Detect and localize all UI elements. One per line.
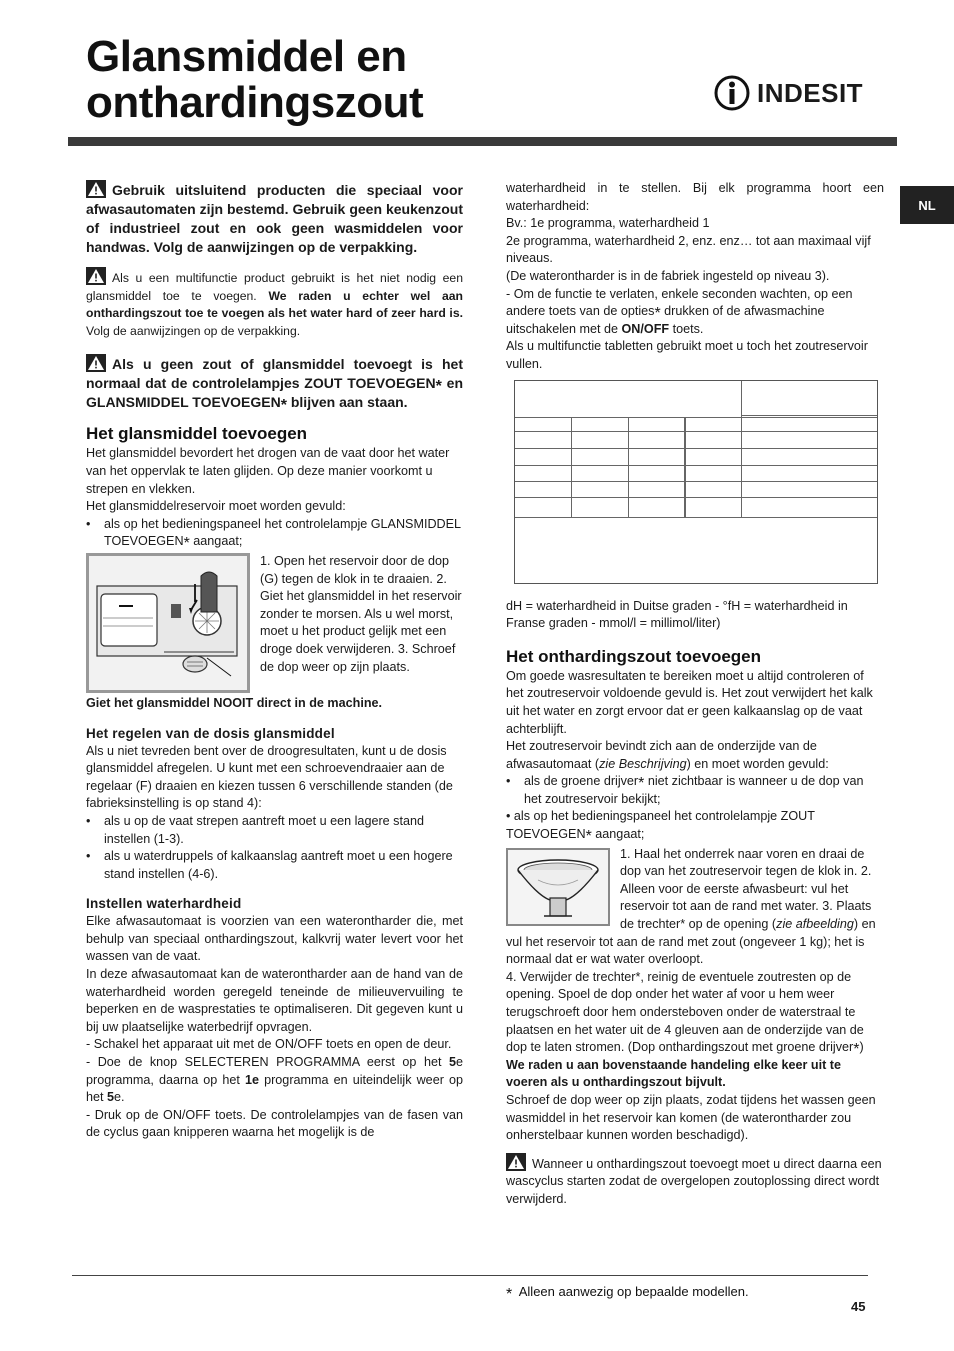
section-rinse-aid-title: Het glansmiddel toevoegen [86, 424, 308, 444]
water-hardness-p2: In deze afwasautomaat kan de waterontharder aan de hand van de waterhardheid worden geregeld teneinde de milieuvervuiling te beperken en de wasprestaties te optimaliseren. Dit gegeven kunt u bij uw plaatselijke waterbedrijf opvragen. [86, 967, 463, 1034]
water-hardness-p4-a: - Doe de knop SELECTEREN PROGRAMMA eerst op het [86, 1055, 442, 1070]
hardness-legend: dH = waterhardheid in Duitse graden - °fH = waterhardheid in Franse graden - mmol/l = millimol/liter) [506, 598, 848, 631]
table-line [515, 517, 877, 518]
asterisk-mark: * [506, 1286, 513, 1303]
table-line [515, 417, 877, 418]
on-off-label: ON/OFF [621, 321, 670, 336]
water-hardness-p1: Elke afwasautomaat is voorzien van een waterontharder die, met behulp van speciaal onthardingszout, kalkvrij water levert voor het wassen van de vaat. [86, 914, 463, 964]
asterisk-mark: * [280, 397, 287, 415]
table-line [515, 497, 877, 498]
asterisk-mark: * [435, 378, 442, 396]
table-line [515, 465, 877, 466]
salt-steps-italic: zie afbeelding [776, 917, 854, 932]
indesit-i-icon [713, 74, 751, 112]
warning-multifunction [86, 267, 463, 340]
footer-rule [72, 1275, 868, 1276]
salt-figure-block [506, 846, 884, 969]
warning-icon [86, 180, 106, 198]
rinse-aid-figure-block [86, 553, 463, 693]
table-line [515, 448, 877, 449]
hardness-p5-c: toets. [672, 321, 704, 336]
salt-p3-a: • als op het bedieningspaneel het controlelampje ZOUT TOEVOEGEN [506, 809, 815, 842]
salt-steps-a: 1. Haal het onderrek naar voren en draai de dop van het zoutreservoir tegen de klok in. 2. Alleen voor de eerste afwasbeurt: vul het reservoir tot aan de rand met water. 3. Plaats de trechter* op de opening ( [620, 846, 872, 932]
water-hardness-table [514, 380, 878, 584]
dosage-bullet-2: als u waterdruppels of kalkaanslag aantreft moet u een hogere stand instellen (4-6). [104, 849, 453, 881]
warning-multifunction-c: Volg de aanwijzingen op de verpakking. [86, 323, 301, 338]
asterisk-mark: * [853, 1041, 860, 1059]
rinse-aid-intro: Het glansmiddel bevordert het drogen van de vaat door het water van het oppervlak te laten glijden. Op deze manier voorkomt u strepen en vlekken. [86, 446, 450, 496]
table-line [515, 481, 877, 482]
title-line-1: Glansmiddel en [86, 32, 407, 81]
warning-icon [86, 354, 106, 372]
salt-p2 [506, 738, 884, 773]
brand-logo [713, 74, 863, 112]
warning-products-text: Gebruik uitsluitend producten die speciaal voor afwasautomaten zijn bestemd. Gebruik geen keukenzout of industrieel zout en ook geen wasmiddelen voor handwas. Volg de aanwijzingen op de verpakking. [86, 182, 463, 255]
hardness-p4: (De waterontharder is in de fabriek ingesteld op niveau 3). [506, 268, 830, 283]
water-hardness-title: Instellen waterhardheid [86, 896, 242, 912]
asterisk-mark: * [638, 775, 645, 793]
list-item: • als op het bedieningspaneel het controlelampje GLANSMIDDEL TOEVOEGEN* aangaat; [86, 516, 461, 553]
program-number: 5 [448, 1055, 456, 1070]
water-hardness-p4 [86, 1054, 463, 1107]
salt-steps-b: ) en vul het reservoir tot aan de rand met zout (ongeveer 1 kg); het is normaal dat er wat water overloopt. [506, 917, 876, 967]
program-number: 5 [107, 1090, 115, 1105]
rinse-aid-fill: Het glansmiddelreservoir moet worden gevuld: [86, 499, 346, 514]
water-hardness-p4-d: e. [114, 1090, 125, 1105]
hardness-p1: waterhardheid in te stellen. Bij elk programma hoort een waterhardheid: [506, 181, 884, 213]
list-item: • als u op de vaat strepen aantreft moet u een lagere stand instellen (1-3). [86, 813, 463, 848]
salt-bullet-b: niet zichtbaar is wanneer u de dop van het zoutreservoir bekijkt; [524, 774, 864, 806]
rinse-aid-bullet-b: aangaat; [193, 534, 243, 549]
salt-step4-a: 4. Verwijder de trechter*, reinig de eventuele zoutresten op de opening. Spoel de dop onder het water af voor u hem weer terugschroeft door hem ondersteboven onder de waterstraal te plaatsen en het water uit de 4 gleuven aan de onderzijde van de dop te laten stromen. (Dop onthardingszout met groene drijver [506, 969, 864, 1055]
page-title [86, 34, 423, 126]
salt-advice: We raden u aan bovenstaande handeling elke keer uit te voeren als u onthardingszout bijvult. [506, 1057, 842, 1090]
warning-lamps-b: en GLANSMIDDEL TOEVOEGEN [86, 375, 464, 411]
warning-lamps [86, 354, 464, 415]
table-line [628, 417, 629, 517]
asterisk-mark: * [585, 828, 592, 846]
warning-multifunction-b: We raden u echter wel aan onthardingszout toe te voegen als het water hard of zeer hard is. [86, 288, 463, 321]
asterisk-mark: * [183, 535, 190, 553]
table-line [515, 431, 877, 432]
hardness-p5 [506, 286, 884, 339]
water-hardness-p5: - Druk op de ON/OFF toets. De controlelampjes van de fasen van de cyclus gaan knipperen waarna het mogelijk is de [86, 1107, 463, 1140]
warning-icon [86, 267, 106, 285]
dosage-title: Het regelen van de dosis glansmiddel [86, 725, 335, 741]
salt-warning [506, 1153, 884, 1209]
salt-p3-b: aangaat; [595, 827, 645, 842]
asterisk-mark: * [654, 305, 661, 323]
footnote [506, 1284, 749, 1303]
page-number: 45 [851, 1299, 866, 1314]
rinse-aid-bullet-a: als op het bedieningspaneel het controlelampje GLANSMIDDEL TOEVOEGEN [104, 516, 461, 549]
right-column [506, 180, 884, 1209]
rinse-aid-dispenser-illustration [86, 553, 250, 693]
salt-step4 [506, 969, 884, 1057]
language-tab: NL [900, 186, 954, 224]
table-line [571, 417, 572, 517]
salt-p2-italic: zie Beschrijving [599, 756, 687, 771]
salt-warning-text: Wanneer u onthardingszout toevoegt moet u direct daarna een wascyclus starten zodat de overgelopen zoutoplossing direct wordt verwijderd. [506, 1156, 882, 1206]
hardness-p3: 2e programma, waterhardheid 2, enz. enz… tot aan maximaal vijf niveaus. [506, 233, 871, 266]
rinse-aid-never-warning: Giet het glansmiddel NOOIT direct in de machine. [86, 695, 383, 710]
footnote-text: Alleen aanwezig op bepaalde modellen. [518, 1284, 749, 1299]
list-item: • als de groene drijver* niet zichtbaar is wanneer u de dop van het zoutreservoir bekijkt; [506, 774, 864, 806]
salt-bullet-a: als de groene drijver [524, 774, 639, 789]
table-line [741, 415, 877, 416]
warning-lamps-c: blijven aan staan. [290, 394, 408, 411]
warning-multifunction-a: Als u een multifunctie product gebruikt is het niet nodig een glansmiddel toe te voegen. [86, 271, 463, 303]
salt-step4-b: ) [859, 1040, 864, 1055]
table-line [684, 417, 686, 517]
hardness-p2: Bv.: 1e programma, waterhardheid 1 [506, 216, 710, 231]
water-hardness-p3: - Schakel het apparaat uit met de ON/OFF toets en open de deur. [86, 1037, 452, 1052]
water-hardness-p4-b: e programma, daarna op het [86, 1055, 463, 1087]
salt-p3 [506, 808, 884, 846]
header-rule [68, 137, 897, 146]
rinse-aid-steps: 1. Open het reservoir door de dop (G) tegen de klok in te draaien. 2. Giet het glansmiddel in het reservoir zonder te morsen. Als u wel morst, moet u het product gelijk met een droge doek verwijderen. 3. Schroef de dop weer op zijn plaats. [260, 553, 462, 674]
hardness-p6: Als u multifunctie tabletten gebruikt moet u toch het zoutreservoir vullen. [506, 339, 868, 371]
title-line-2: onthardingszout [86, 78, 424, 127]
salt-p2-b: ) en moet worden gevuld: [686, 756, 829, 771]
section-salt-title: Het onthardingszout toevoegen [506, 646, 761, 666]
dosage-text: Als u niet tevreden bent over de droogresultaten, kunt u de dosis glansmiddel afregelen. U kunt met een schroevendraaier aan de regelaar (F) draaien en kiezen tussen 6 verschillende standen (de fabrieksinstelling is op stand 4): [86, 743, 453, 811]
hardness-p5-b: drukken of de afwasmachine uitschakelen met de [506, 304, 825, 336]
warning-lamps-a: Als u geen zout of glansmiddel toevoegt is het normaal dat de controlelampjes ZOUT TOEVOEGEN [86, 356, 463, 392]
salt-p1: Om goede wasresultaten te bereiken moet u altijd controleren of het zoutreservoir voldoende gevuld is. Het zout verwijdert het kalk uit het water en zorgt ervoor dat er geen kalkaanslag op de vaat achterblijft. [506, 668, 873, 736]
brand-name: INDESIT [757, 77, 864, 108]
salt-funnel-illustration [506, 848, 610, 926]
list-item: • als u waterdruppels of kalkaanslag aantreft moet u een hogere stand instellen (4-6). [86, 848, 463, 883]
warning-products [86, 180, 463, 257]
water-hardness-p4-c: programma en uiteindelijk weer op het [86, 1072, 463, 1105]
program-number: 1e [245, 1072, 260, 1087]
salt-p4: Schroef de dop weer op zijn plaats, zodat tijdens het wassen geen wasmiddel in het reservoir kan komen (de waterontharder zou onherstelbaar kunnen worden beschadigd). [506, 1092, 876, 1143]
hardness-p5-a: - Om de functie te verlaten, enkele seconden wachten, op een andere toets van de opties [506, 286, 853, 319]
warning-icon [506, 1153, 526, 1171]
left-column [86, 180, 463, 1142]
salt-p2-a: Het zoutreservoir bevindt zich aan de onderzijde van de afwasautomaat ( [506, 739, 817, 771]
dosage-bullet-1: als u op de vaat strepen aantreft moet u een lagere stand instellen (1-3). [104, 813, 424, 846]
